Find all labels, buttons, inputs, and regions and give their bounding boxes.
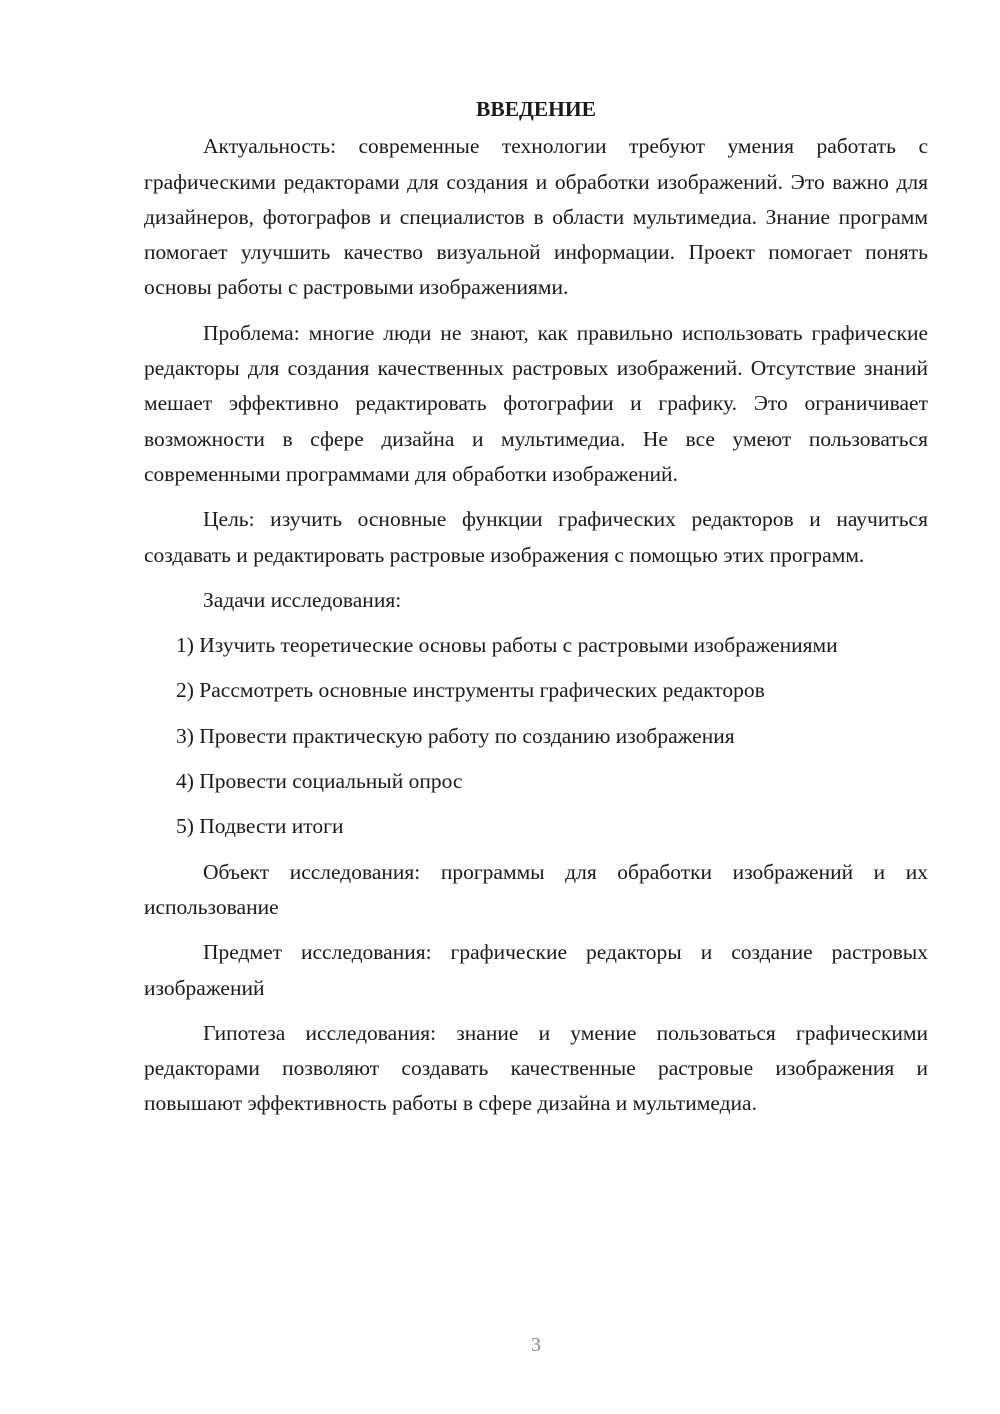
paragraph-hypothesis: Гипотеза исследования: знание и умение пользоваться графическими редакторами позволяют создавать качественные растровые изображения и повышают эффективность работы в сфере дизайна и мультимедиа.: [144, 1020, 928, 1116]
task-item-4: 4) Провести социальный опрос: [176, 769, 463, 794]
task-item-3: 3) Провести практическую работу по созданию изображения: [176, 723, 735, 748]
tasks-heading: Задачи исследования:: [203, 587, 402, 612]
task-item-5: 5) Подвести итоги: [176, 814, 344, 839]
task-item-1: 1) Изучить теоретические основы работы с растровыми изображениями: [176, 633, 838, 658]
page-number: 3: [531, 1334, 541, 1356]
paragraph-object: Объект исследования: программы для обработки изображений и их использование: [144, 859, 928, 919]
paragraph-problem: Проблема: многие люди не знают, как правильно использовать графические редакторы для создания качественных растровых изображений. Отсутствие знаний мешает эффективно редактировать фотографии и графику. Это ограничивает возможности в сфере дизайна и мультимедиа. Не все умеют пользоваться современными программами для обработки изображений.: [144, 320, 928, 486]
page-content: [144, 92, 928, 1122]
paragraph-subject: Предмет исследования: графические редакторы и создание растровых изображений: [144, 940, 928, 1000]
task-item-2: 2) Рассмотреть основные инструменты графических редакторов: [176, 678, 765, 703]
section-title: ВВЕДЕНИЕ: [476, 97, 596, 121]
paragraph-relevance: Актуальность: современные технологии требуют умения работать с графическими редакторами для создания и обработки изображений. Это важно для дизайнеров, фотографов и специалистов в области мультимедиа. Знание программ помогает улучшить качество визуальной информации. Проект помогает понять основы работы с растровыми изображениями.: [144, 134, 928, 300]
paragraph-goal: Цель: изучить основные функции графических редакторов и научиться создавать и редактировать растровые изображения с помощью этих программ.: [144, 507, 928, 567]
